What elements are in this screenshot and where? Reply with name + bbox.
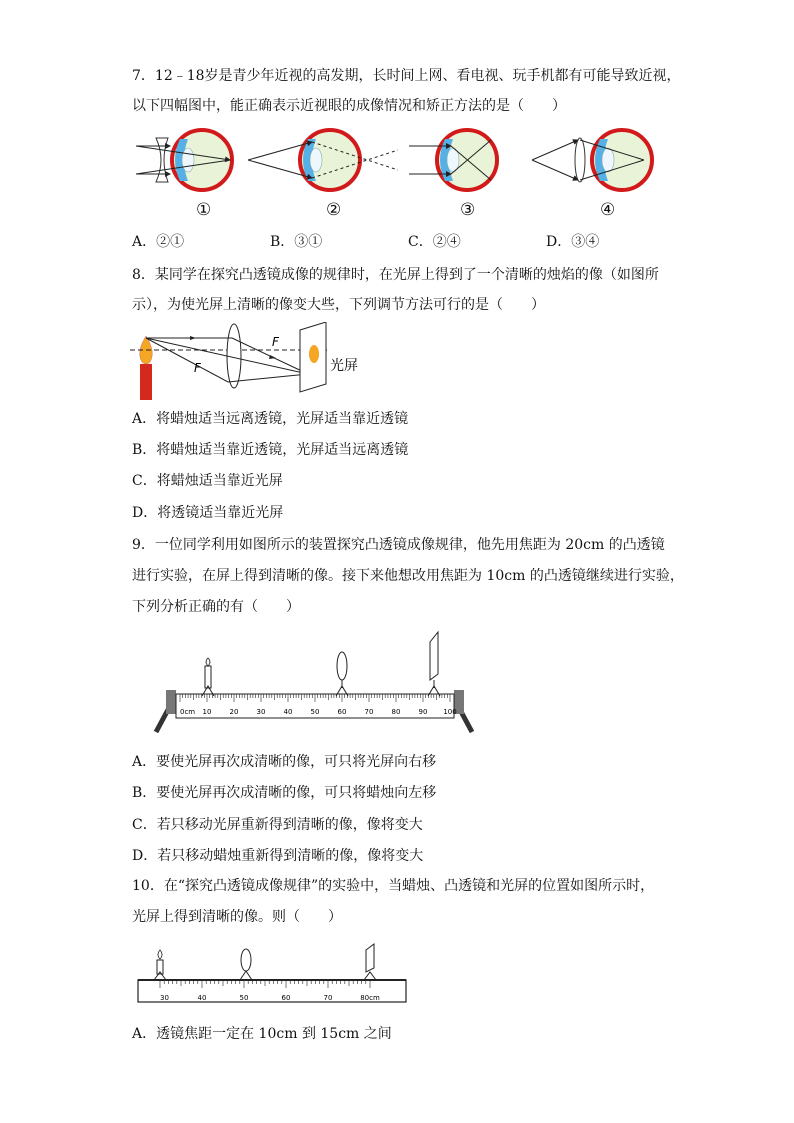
ruler-label: 30 bbox=[256, 708, 266, 716]
ruler-label: 90 bbox=[418, 708, 428, 716]
ruler-label: 20 bbox=[229, 708, 239, 716]
candle-icon bbox=[202, 658, 214, 696]
q8-stem-line2: 示），为使光屏上清晰的像变大些，下列调节方法可行的是（ ） bbox=[132, 297, 545, 313]
q7-eye-diagrams bbox=[130, 124, 670, 194]
q10-option-a: A．透镜焦距一定在 10cm 到 15cm 之间 bbox=[132, 1026, 392, 1042]
q7-option-b: B．③① bbox=[270, 234, 323, 250]
convex-lens-icon bbox=[240, 949, 252, 980]
ruler-label: 40 bbox=[283, 708, 293, 716]
focal-label-right: F bbox=[272, 335, 279, 349]
q7-figure-label-3: ③ bbox=[460, 200, 476, 220]
ruler-label: 0cm bbox=[180, 708, 196, 716]
eye-diagram-2 bbox=[248, 130, 398, 190]
eye-diagram-3 bbox=[409, 130, 497, 190]
q7-option-d: D．③④ bbox=[546, 234, 600, 250]
q9-option-c: C．若只移动光屏重新得到清晰的像，像将变大 bbox=[132, 817, 423, 833]
focal-label-left: F bbox=[194, 361, 201, 375]
ruler-label: 30 bbox=[160, 994, 169, 1002]
q8-option-c: C．将蜡烛适当靠近光屏 bbox=[132, 473, 283, 489]
ruler-label: 50 bbox=[310, 708, 320, 716]
q7-stem-line1: 7．12﹣18岁是青少年近视的高发期，长时间上网、看电视、玩手机都有可能导致近视， bbox=[132, 68, 681, 84]
eye-diagram-4 bbox=[532, 130, 652, 190]
q9-stem-line1: 9．一位同学利用如图所示的装置探究凸透镜成像规律，他先用焦距为 20cm 的凸透镜 bbox=[132, 537, 665, 553]
q8-stem-line1: 8．某同学在探究凸透镜成像的规律时，在光屏上得到了一个清晰的烛焰的像（如图所 bbox=[132, 267, 659, 283]
q7-option-c: C．②④ bbox=[408, 234, 461, 250]
q9-optical-bench bbox=[150, 630, 480, 736]
q9-option-b: B．要使光屏再次成清晰的像，可只将蜡烛向左移 bbox=[132, 785, 437, 801]
ruler-label: 60 bbox=[337, 708, 347, 716]
q10-stem-line1: 10．在“探究凸透镜成像规律”的实验中，当蜡烛、凸透镜和光屏的位置如图所示时， bbox=[132, 878, 655, 894]
q9-option-a: A．要使光屏再次成清晰的像，可只将光屏向右移 bbox=[132, 754, 437, 770]
screen-icon bbox=[364, 944, 376, 980]
candle-icon bbox=[140, 364, 152, 400]
ruler-label: 10 bbox=[202, 708, 212, 716]
q7-figure-label-1: ① bbox=[196, 200, 212, 220]
ruler-label: 40 bbox=[197, 994, 207, 1002]
ruler-label: 50 bbox=[239, 994, 249, 1002]
q8-option-d: D．将透镜适当靠近光屏 bbox=[132, 505, 284, 521]
q7-stem-line2: 以下四幅图中，能正确表示近视眼的成像情况和矫正方法的是（ ） bbox=[132, 98, 566, 114]
ruler-label: 70 bbox=[323, 994, 333, 1002]
ruler-label: 80 bbox=[391, 708, 401, 716]
q8-option-a: A．将蜡烛适当远离透镜，光屏适当靠近透镜 bbox=[132, 411, 409, 427]
q10-optical-bench bbox=[136, 940, 410, 1010]
q7-option-a: A．②① bbox=[132, 234, 185, 250]
q7-figure-label-4: ④ bbox=[600, 200, 616, 220]
q7-figure-label-2: ② bbox=[326, 200, 342, 220]
candle-icon bbox=[154, 950, 166, 980]
convex-lens-icon bbox=[336, 652, 348, 696]
ruler-label: 70 bbox=[364, 708, 374, 716]
q8-option-b: B．将蜡烛适当靠近透镜，光屏适当远离透镜 bbox=[132, 442, 409, 458]
q10-stem-line2: 光屏上得到清晰的像。则（ ） bbox=[132, 909, 342, 925]
q9-option-d: D．若只移动蜡烛重新得到清晰的像，像将变大 bbox=[132, 848, 424, 864]
screen-label: 光屏 bbox=[330, 358, 358, 374]
ruler-label: 100 bbox=[443, 708, 457, 716]
q9-stem-line2: 进行实验，在屏上得到清晰的像。接下来他想改用焦距为 10cm 的凸透镜继续进行实验， bbox=[132, 568, 684, 584]
screen-icon bbox=[428, 632, 440, 696]
ruler-label: 60 bbox=[281, 994, 291, 1002]
eye-diagram-1 bbox=[136, 130, 232, 190]
q8-lens-diagram bbox=[130, 322, 370, 402]
q9-stem-line3: 下列分析正确的有（ ） bbox=[132, 599, 300, 615]
ruler-label: 80cm bbox=[360, 994, 380, 1002]
